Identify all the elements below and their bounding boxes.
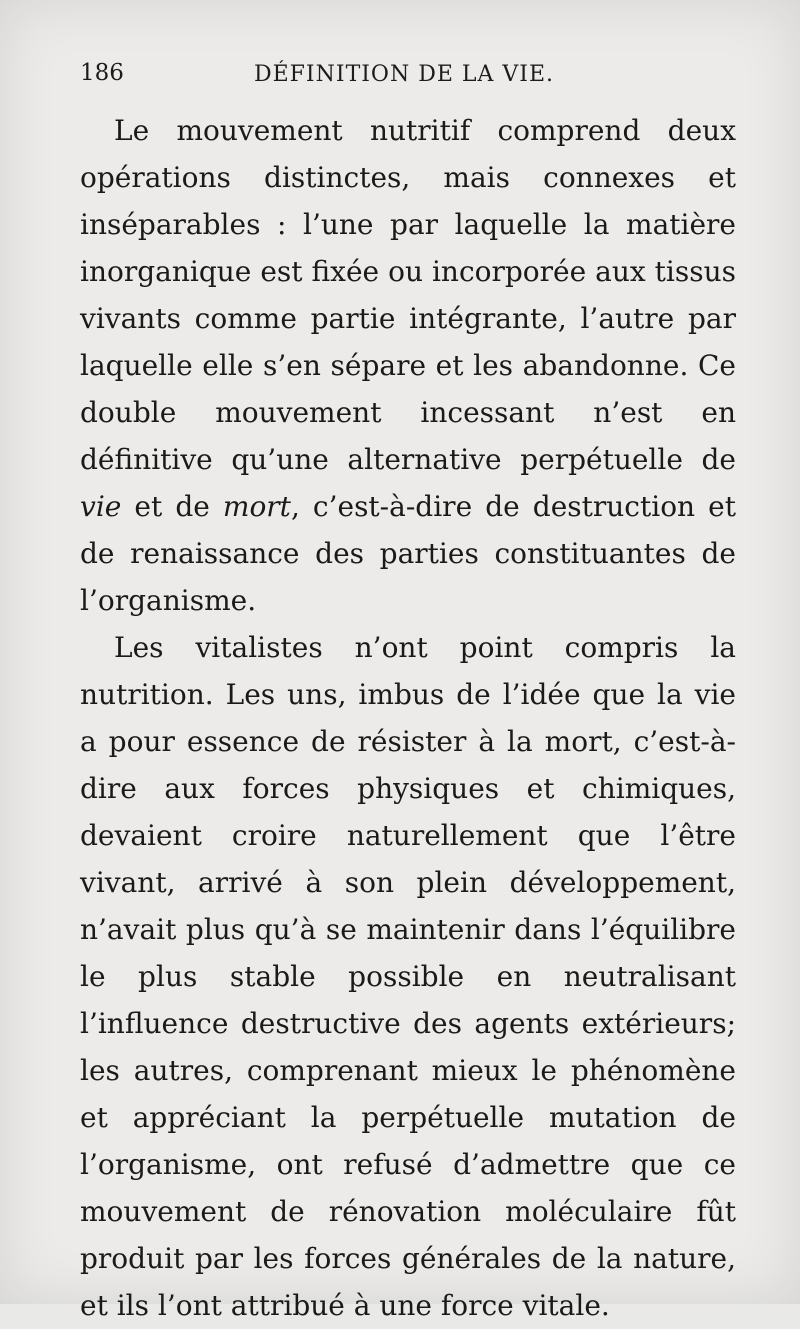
paragraph-2: Les vitalistes n’ont point compris la nutrition. Les uns, imbus de l’idée que la vie a pour essence de résister à la mort, c’est-à-dire aux forces physiques et chimiques, devaient croire naturellement que l’être vivant, arrivé à son plein développement, n’avait plus qu’à se maintenir dans l’équilibre le plus stable possible en neutralisant l’influence destructive des agents extérieurs; les autres, comprenant mieux le phénomène et appréciant la perpétuelle mutation de l’organisme, ont refusé d’admettre que ce mouvement de rénovation moléculaire fût produit par les forces générales de la nature, et ils l’ont attribué à une force vitale. <box>80 631 736 1322</box>
paragraph-1-text-middle: et de <box>121 490 223 523</box>
paragraph-1 <box>80 107 736 624</box>
italic-mort: mort <box>222 490 291 523</box>
paragraph-1-text-end: , c’est-à-dire de destruction et de renaissance des parties constituantes de l’organisme. <box>80 490 736 617</box>
paragraph-1-text-start: Le mouvement nutritif comprend deux opérations distinctes, mais connexes et inséparables : l’une par laquelle la matière inorganique est fixée ou incorporée aux tissus vivants comme partie intégrante, l’autre par laquelle elle s’en sépare et les abandonne. Ce double mouvement incessant n’est en définitive qu’une alternative perpétuelle de <box>80 114 736 476</box>
italic-vie: vie <box>80 490 122 523</box>
page-number: 186 <box>80 60 124 86</box>
body-text <box>80 107 736 1329</box>
running-title: DÉFINITION DE LA VIE. <box>253 62 555 87</box>
